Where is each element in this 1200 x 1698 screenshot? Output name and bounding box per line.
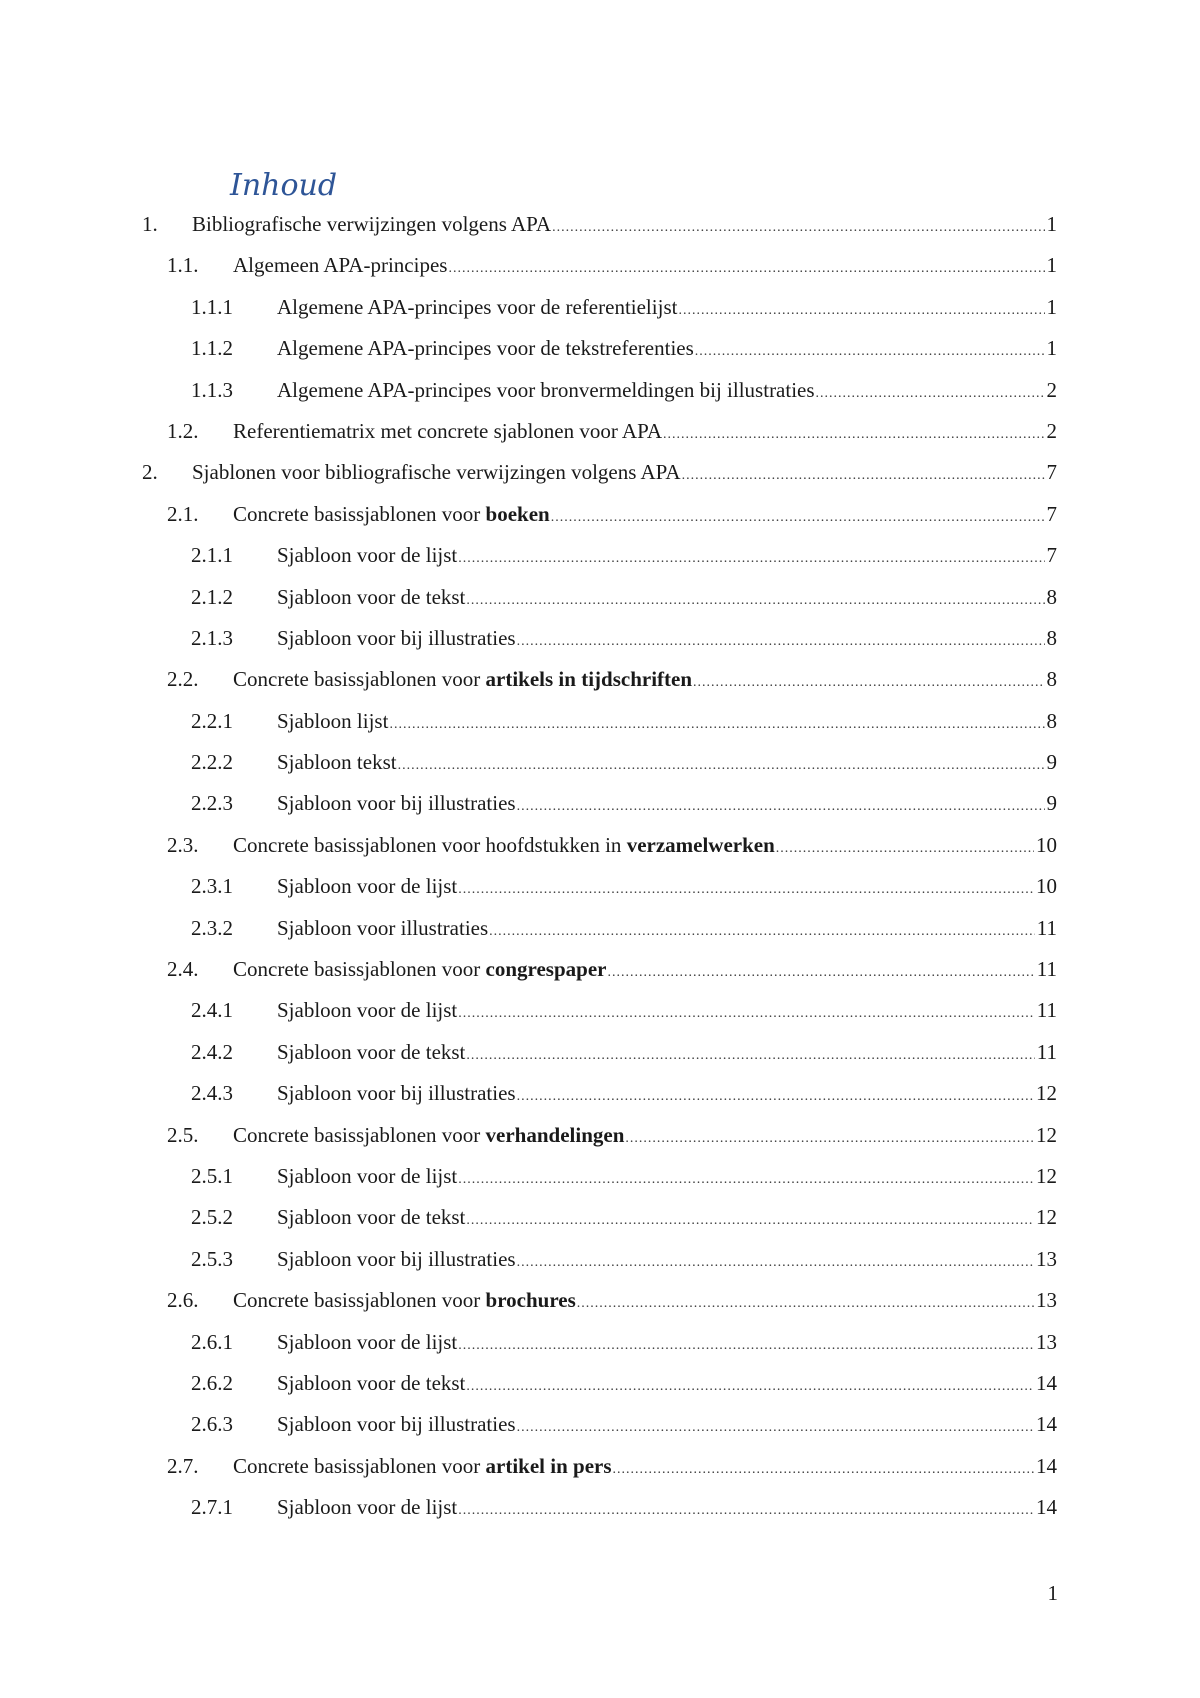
toc-entry-2-1-3[interactable] [0,618,1200,659]
toc-entry-title[interactable] [277,990,457,1031]
toc-entry-number: 1.1.1 [191,294,233,319]
toc-entry-number: 2.5.2 [191,1205,233,1230]
dot-leader [517,786,1045,827]
toc-entry-1-2[interactable] [0,411,1200,452]
toc-entry-title-text: Concrete basissjablonen voor [233,1122,486,1147]
dot-leader [613,1449,1034,1490]
toc-entry-page[interactable]: 8 [1046,667,1057,692]
toc-entry-line[interactable] [233,245,1057,289]
dot-leader [551,497,1045,538]
toc-entry-title-text: Sjabloon voor de tekst [277,1039,466,1064]
toc-entry-line[interactable] [233,949,1057,993]
toc-entry-number: 2.3. [167,832,199,857]
toc-entry-2-1-1[interactable] [0,535,1200,576]
toc-entry-line[interactable] [277,908,1057,952]
toc-entry-line[interactable] [277,1404,1057,1448]
toc-entry-line[interactable] [277,1239,1057,1283]
toc-entry-title-text: Sjablonen voor bibliografische verwijzingen volgens APA [192,460,681,485]
toc-entry-1-1-3[interactable] [0,370,1200,411]
toc-entry-page[interactable]: 14 [1036,1370,1057,1395]
toc-entry-number: 2.1.3 [191,625,233,650]
toc-entry-title-emphasis: artikel in pers [485,1453,612,1478]
toc-entry-title-emphasis: congrespaper [485,957,607,982]
toc-entry-title-text: Sjabloon voor de tekst [277,1205,466,1230]
toc-entry-2[interactable] [0,452,1200,493]
toc-entry-2-5-1[interactable] [0,1156,1200,1197]
toc-entry-title[interactable] [277,1322,457,1363]
toc-entry-number: 2.6.2 [191,1370,233,1395]
toc-entry-line[interactable] [277,1032,1057,1076]
dot-leader [458,1159,1034,1200]
toc-entry-title-text: Sjabloon voor de lijst [277,543,458,568]
toc-entry-line[interactable] [277,701,1057,745]
toc-entry-number: 2.6.1 [191,1329,233,1354]
toc-entry-title[interactable] [277,618,516,659]
dot-leader [577,1283,1034,1324]
toc-entry-line[interactable] [277,1487,1057,1531]
toc-entry-title[interactable] [277,1156,457,1197]
toc-entry-number: 1.1. [167,253,199,278]
toc-entry-number: 2.1. [167,501,199,526]
toc-entry-2-6-1[interactable] [0,1322,1200,1363]
toc-entry-number: 2.3.2 [191,915,233,940]
toc-entry-title-text: Sjabloon voor bij illustraties [277,791,516,816]
toc-entry-number: 2.4.1 [191,998,233,1023]
dot-leader [466,580,1044,621]
toc-entry-title-text: Concrete basissjablonen voor [233,1288,486,1313]
toc-entry-title[interactable] [233,659,692,700]
toc-entry-page[interactable]: 11 [1036,1039,1057,1064]
toc-entry-2-7[interactable] [0,1446,1200,1487]
toc-entry-title-text: Concrete basissjablonen voor [233,501,486,526]
toc-entry-line[interactable] [233,825,1057,869]
toc-entry-2-3-1[interactable] [0,866,1200,907]
toc-entry-title-text: Algemene APA-principes voor bronvermeldingen bij illustraties [277,377,815,402]
toc-entry-2-3[interactable] [0,825,1200,866]
toc-entry-title-text: Sjabloon voor de lijst [277,1495,458,1520]
toc-entry-title[interactable] [233,1280,576,1321]
dot-leader [458,1490,1034,1531]
toc-entry-2-1-2[interactable] [0,577,1200,618]
toc-entry-title-text: Sjabloon voor de tekst [277,584,466,609]
dot-leader [458,538,1044,579]
toc-entry-page[interactable]: 13 [1036,1288,1057,1313]
toc-entry-2-4-3[interactable] [0,1073,1200,1114]
toc-entry-title-text: Sjabloon voor de lijst [277,998,458,1023]
toc-entry-title[interactable] [277,287,677,328]
toc-entry-page[interactable]: 7 [1046,501,1057,526]
toc-entry-line[interactable] [277,742,1057,786]
toc-entry-line[interactable] [192,452,1057,496]
dot-leader [695,331,1045,372]
toc-entry-2-2-3[interactable] [0,783,1200,824]
toc-entry-page[interactable]: 1 [1046,212,1057,236]
dot-leader [663,414,1044,455]
toc-entry-line[interactable] [233,494,1057,538]
dot-leader [466,1366,1034,1407]
dot-leader [816,373,1045,414]
toc-entry-line[interactable] [233,1446,1057,1490]
toc-entry-page[interactable]: 13 [1036,1246,1057,1271]
toc-entry-title[interactable] [277,1197,465,1238]
toc-entry-title-text: Algemeen APA-principes [233,253,448,278]
toc-entry-title-text: Sjabloon voor de lijst [277,1163,458,1188]
toc-entry-page[interactable]: 11 [1036,915,1057,940]
toc-entry-title[interactable] [233,949,606,990]
toc-entry-number: 2.4. [167,957,199,982]
toc-entry-line[interactable] [277,618,1057,662]
toc-entry-1-1-1[interactable] [0,287,1200,328]
dot-leader [678,290,1044,331]
toc-entry-1[interactable] [0,204,1200,245]
dot-leader [682,455,1045,496]
toc-entry-2-4-1[interactable] [0,990,1200,1031]
dot-leader [448,248,1044,289]
toc-entry-title[interactable] [277,577,465,618]
toc-entry-page[interactable]: 2 [1046,377,1057,402]
dot-leader [458,993,1035,1034]
toc-entry-number: 2.6. [167,1288,199,1313]
toc-entry-title-emphasis: brochures [485,1288,576,1313]
toc-entry-page[interactable]: 11 [1036,957,1057,982]
toc-entry-title-text: Sjabloon voor de tekst [277,1370,466,1395]
toc-entry-page[interactable]: 8 [1046,625,1057,650]
toc-entry-title[interactable] [233,411,662,452]
toc-entry-title[interactable] [277,1487,457,1528]
toc-entry-title-text: Sjabloon voor bij illustraties [277,1246,516,1271]
toc-entry-page[interactable]: 9 [1046,750,1057,775]
toc-entry-page[interactable]: 12 [1036,1122,1057,1147]
toc-entry-title-emphasis: boeken [485,501,550,526]
toc-entry-title[interactable] [277,1073,516,1114]
toc-entry-number: 2.2. [167,667,199,692]
toc-entry-2-2[interactable] [0,659,1200,700]
dot-leader [517,621,1045,662]
dot-leader [693,662,1044,703]
dot-leader [517,1407,1034,1448]
toc-entry-title[interactable] [233,494,550,535]
toc-entry-page[interactable]: 8 [1046,708,1057,733]
toc-entry-title-emphasis: artikels in tijdschriften [485,667,693,692]
toc-entry-title-text: Sjabloon voor de lijst [277,874,458,899]
toc-entry-page[interactable]: 12 [1036,1163,1057,1188]
toc-entry-title[interactable] [277,866,457,907]
toc-entry-line[interactable] [277,990,1057,1034]
toc-entry-line[interactable] [233,1280,1057,1324]
toc-entry-line[interactable] [233,1115,1057,1159]
toc-entry-number: 2.5.3 [191,1246,233,1271]
toc-entry-2-2-2[interactable] [0,742,1200,783]
toc-entry-number: 2.1.2 [191,584,233,609]
toc-entry-title[interactable] [277,328,694,369]
toc-entry-page[interactable]: 7 [1046,460,1057,485]
toc-entry-title-text: Sjabloon voor bij illustraties [277,1412,516,1437]
toc-entry-title[interactable] [233,245,447,286]
toc-entry-title[interactable] [277,1032,465,1073]
toc-entry-title[interactable] [277,742,397,783]
toc-entry-title-text: Sjabloon tekst [277,750,397,775]
toc-entry-line[interactable] [277,1322,1057,1366]
toc-entry-title[interactable] [277,370,815,411]
toc-entry-number: 1. [142,212,158,236]
toc-entry-title-text: Algemene APA-principes voor de referentielijst [277,294,678,319]
toc-entry-page[interactable]: 2 [1046,418,1057,443]
page-number: 1 [1047,1581,1058,1605]
dot-leader [517,1242,1034,1283]
toc-entry-title[interactable] [277,701,388,742]
toc-entry-number: 2.5. [167,1122,199,1147]
toc-entry-number: 1.1.3 [191,377,233,402]
toc-entry-2-5-3[interactable] [0,1239,1200,1280]
toc-entry-title[interactable] [233,1115,624,1156]
toc-entry-number: 2. [142,460,158,485]
toc-entry-line[interactable] [277,783,1057,827]
toc-entry-title[interactable] [192,452,681,493]
toc-entry-number: 2.6.3 [191,1412,233,1437]
toc-entry-number: 2.3.1 [191,874,233,899]
toc-entry-page[interactable]: 14 [1036,1412,1057,1437]
toc-entry-2-6-2[interactable] [0,1363,1200,1404]
dot-leader [517,1076,1034,1117]
toc-entry-title[interactable] [277,908,488,949]
toc-entry-title-emphasis: verhandelingen [485,1122,625,1147]
toc-entry-2-4-2[interactable] [0,1032,1200,1073]
toc-entry-title-text: Sjabloon lijst [277,708,389,733]
toc-entry-title-text: Sjabloon voor illustraties [277,915,489,940]
toc-entry-page[interactable]: 12 [1036,1081,1057,1106]
toc-entry-line[interactable] [277,1156,1057,1200]
dot-leader [398,745,1045,786]
toc-entry-page[interactable]: 1 [1046,253,1057,278]
toc-entry-page[interactable]: 1 [1046,336,1057,361]
toc-entry-line[interactable] [277,866,1057,910]
toc-entry-2-2-1[interactable] [0,701,1200,742]
toc-entry-line[interactable] [277,370,1057,414]
toc-entry-page[interactable]: 14 [1036,1453,1057,1478]
toc-entry-number: 2.4.2 [191,1039,233,1064]
toc-entry-title[interactable] [233,1446,612,1487]
toc-entry-title-text: Referentiematrix met concrete sjablonen voor APA [233,418,663,443]
toc-entry-line[interactable] [233,411,1057,455]
toc-entry-2-6[interactable] [0,1280,1200,1321]
toc-entry-title-text: Sjabloon voor bij illustraties [277,1081,516,1106]
dot-leader [458,869,1034,910]
dot-leader [458,1325,1034,1366]
toc-entry-number: 2.7. [167,1453,199,1478]
toc-entry-1-1-2[interactable] [0,328,1200,369]
toc-entry-line[interactable] [277,1073,1057,1117]
toc-entry-title[interactable] [277,783,516,824]
toc-entry-page[interactable]: 11 [1036,998,1057,1023]
dot-leader [607,952,1034,993]
toc-entry-2-5-2[interactable] [0,1197,1200,1238]
toc-entry-page[interactable]: 12 [1036,1205,1057,1230]
toc-entry-title-text: Sjabloon voor bij illustraties [277,625,516,650]
toc-entry-2-5[interactable] [0,1115,1200,1156]
toc-entry-2-3-2[interactable] [0,908,1200,949]
toc-entry-number: 2.7.1 [191,1495,233,1520]
toc-entry-line[interactable] [277,287,1057,331]
toc-entry-title-text: Algemene APA-principes voor de tekstreferenties [277,336,694,361]
toc-entry-line[interactable] [277,535,1057,579]
toc-entry-number: 2.4.3 [191,1081,233,1106]
toc-entry-page[interactable]: 10 [1036,832,1057,857]
toc-entry-title[interactable] [277,1363,465,1404]
toc-entry-number: 2.2.3 [191,791,233,816]
toc-entry-title-text: Concrete basissjablonen voor [233,667,486,692]
toc-entry-line[interactable] [277,577,1057,621]
toc-entry-2-4[interactable] [0,949,1200,990]
toc-entry-title[interactable] [277,1404,516,1445]
toc-entry-page[interactable]: 8 [1046,584,1057,609]
toc-entry-title[interactable] [192,204,551,245]
toc-entry-number: 2.1.1 [191,543,233,568]
toc-entry-line[interactable] [277,1363,1057,1407]
toc-entry-title-text: Concrete basissjablonen voor [233,1453,486,1478]
toc-entry-line[interactable] [277,1197,1057,1241]
toc-entry-title[interactable] [277,1239,516,1280]
toc-entry-page[interactable]: 13 [1036,1329,1057,1354]
dot-leader [776,828,1034,869]
toc-entry-number: 2.5.1 [191,1163,233,1188]
toc-entry-title-text: Concrete basissjablonen voor [233,957,486,982]
dot-leader [466,1035,1034,1076]
toc-entry-number: 2.2.2 [191,750,233,775]
toc-entry-number: 2.2.1 [191,708,233,733]
toc-entry-2-1[interactable] [0,494,1200,535]
toc-entry-2-7-1[interactable] [0,1487,1200,1528]
toc-entry-title-emphasis: verzamelwerken [626,832,775,857]
toc-entry-page[interactable]: 9 [1046,791,1057,816]
toc-entry-title[interactable] [277,535,457,576]
dot-leader [552,207,1044,248]
toc-entry-page[interactable]: 1 [1046,294,1057,319]
toc-entry-2-6-3[interactable] [0,1404,1200,1445]
toc-entry-number: 1.2. [167,418,199,443]
dot-leader [466,1200,1034,1241]
toc-entry-page[interactable]: 10 [1036,874,1057,899]
toc-heading: Inhoud [230,168,338,203]
toc-entry-1-1[interactable] [0,245,1200,286]
dot-leader [389,704,1044,745]
toc-entry-title[interactable] [233,825,775,866]
toc-entry-line[interactable] [233,659,1057,703]
toc-entry-line[interactable] [277,328,1057,372]
toc-entry-page[interactable]: 7 [1046,543,1057,568]
toc-entry-number: 1.1.2 [191,336,233,361]
toc-entry-title-text: Bibliografische verwijzingen volgens APA [192,212,552,236]
table-of-contents [0,204,1200,1529]
toc-entry-title-text: Concrete basissjablonen voor hoofdstukken in [233,832,627,857]
dot-leader [625,1118,1034,1159]
dot-leader [489,911,1035,952]
toc-entry-title-text: Sjabloon voor de lijst [277,1329,458,1354]
toc-entry-page[interactable]: 14 [1036,1495,1057,1520]
toc-entry-line[interactable] [192,204,1057,248]
